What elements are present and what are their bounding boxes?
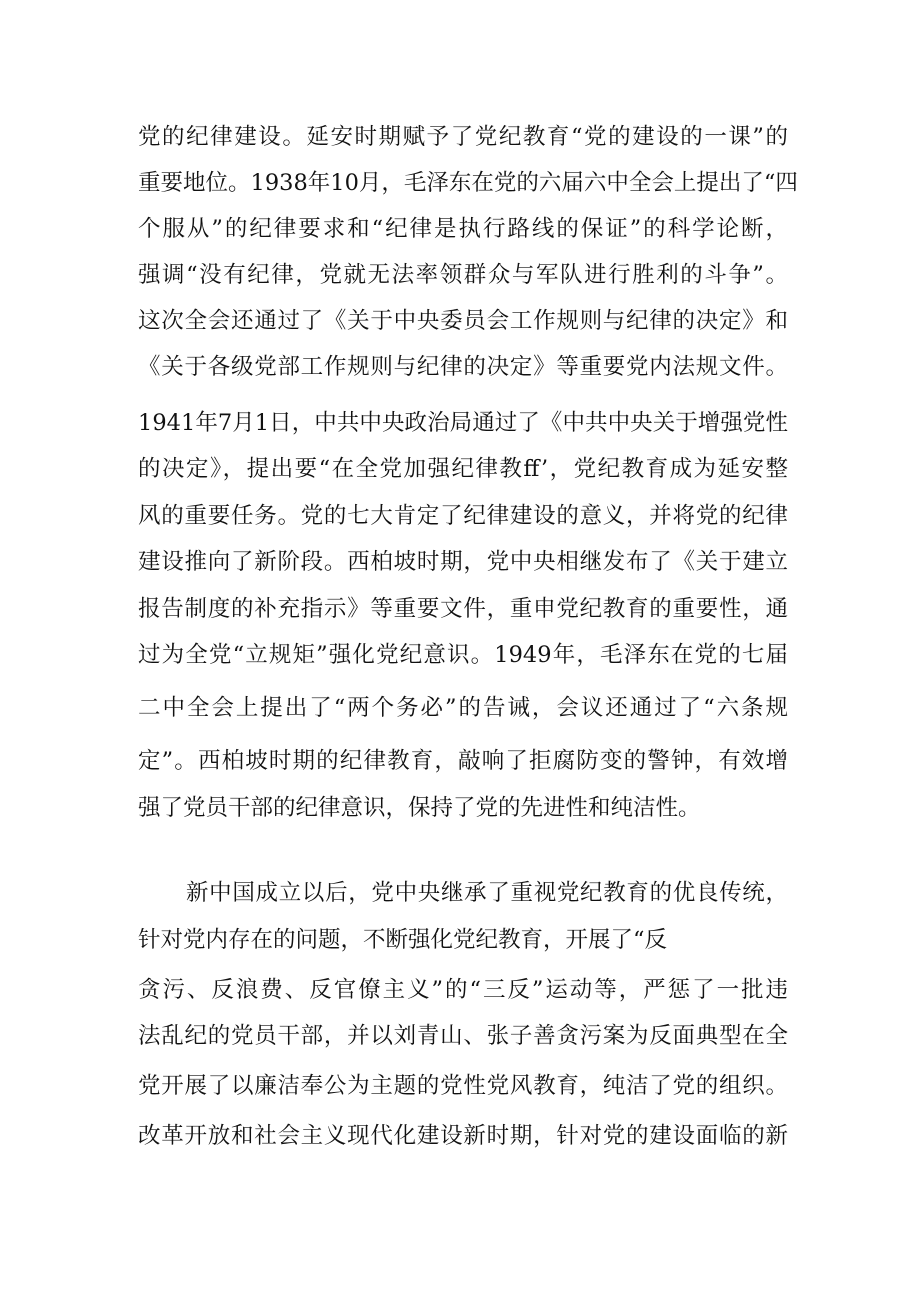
text-line: 法乱纪的党员干部，并以刘青山、张子善贪污案为反面典型在全 — [138, 1023, 788, 1049]
text-line: 《关于各级党部工作规则与纪律的决定》等重要党内法规文件。 — [138, 354, 788, 380]
text-line: 强调“没有纪律，党就无法率领群众与军队进行胜利的斗争”。 — [138, 262, 788, 288]
text-line: 重要地位。1938年10月，毛泽东在党的六届六中全会上提出了“四 — [138, 170, 798, 196]
text-line: 风的重要任务。党的七大肯定了纪律建设的意义，并将党的纪律 — [138, 503, 788, 529]
text-line: 针对党内存在的问题，不断强化党纪教育，开展了“反 — [138, 927, 668, 953]
text-line: 建设推向了新阶段。西柏坡时期，党中央相继发布了《关于建立 — [138, 549, 788, 575]
text-line: 改革开放和社会主义现代化建设新时期，针对党的建设面临的新 — [138, 1123, 788, 1149]
text-line: 过为全党“立规矩”强化党纪意识。1949年，毛泽东在党的七届 — [138, 642, 788, 668]
text-line: 个服从”的纪律要求和“纪律是执行路线的保证”的科学论断， — [138, 216, 788, 242]
text-line: 的决定》，提出要“在全党加强纪律教ff’，党纪教育成为延安整 — [138, 456, 788, 482]
text-line: 新中国成立以后，党中央继承了重视党纪教育的优良传统， — [186, 880, 788, 906]
text-line: 这次全会还通过了《关于中央委员会工作规则与纪律的决定》和 — [138, 308, 788, 334]
text-line: 二中全会上提出了“两个务必”的告诫，会议还通过了“六条规 — [138, 695, 788, 721]
text-line: 贪污、反浪费、反官僚主义”的“三反”运动等，严惩了一批违 — [138, 977, 788, 1003]
text-line: 报告制度的补充指示》等重要文件，重申党纪教育的重要性，通 — [138, 596, 788, 622]
text-line: 强了党员干部的纪律意识，保持了党的先进性和纯洁性。 — [138, 795, 701, 821]
text-line: 1941年7月1日，中共中央政治局通过了《中共中央关于增强党性 — [138, 410, 788, 436]
text-line: 党的纪律建设。延安时期赋予了党纪教育“党的建设的一课”的 — [138, 124, 788, 150]
text-line: 定”。西柏坡时期的纪律教育，敲响了拒腐防变的警钟，有效增 — [138, 748, 788, 774]
text-line: 党开展了以廉洁奉公为主题的党性党风教育，纯洁了党的组织。 — [138, 1073, 788, 1099]
